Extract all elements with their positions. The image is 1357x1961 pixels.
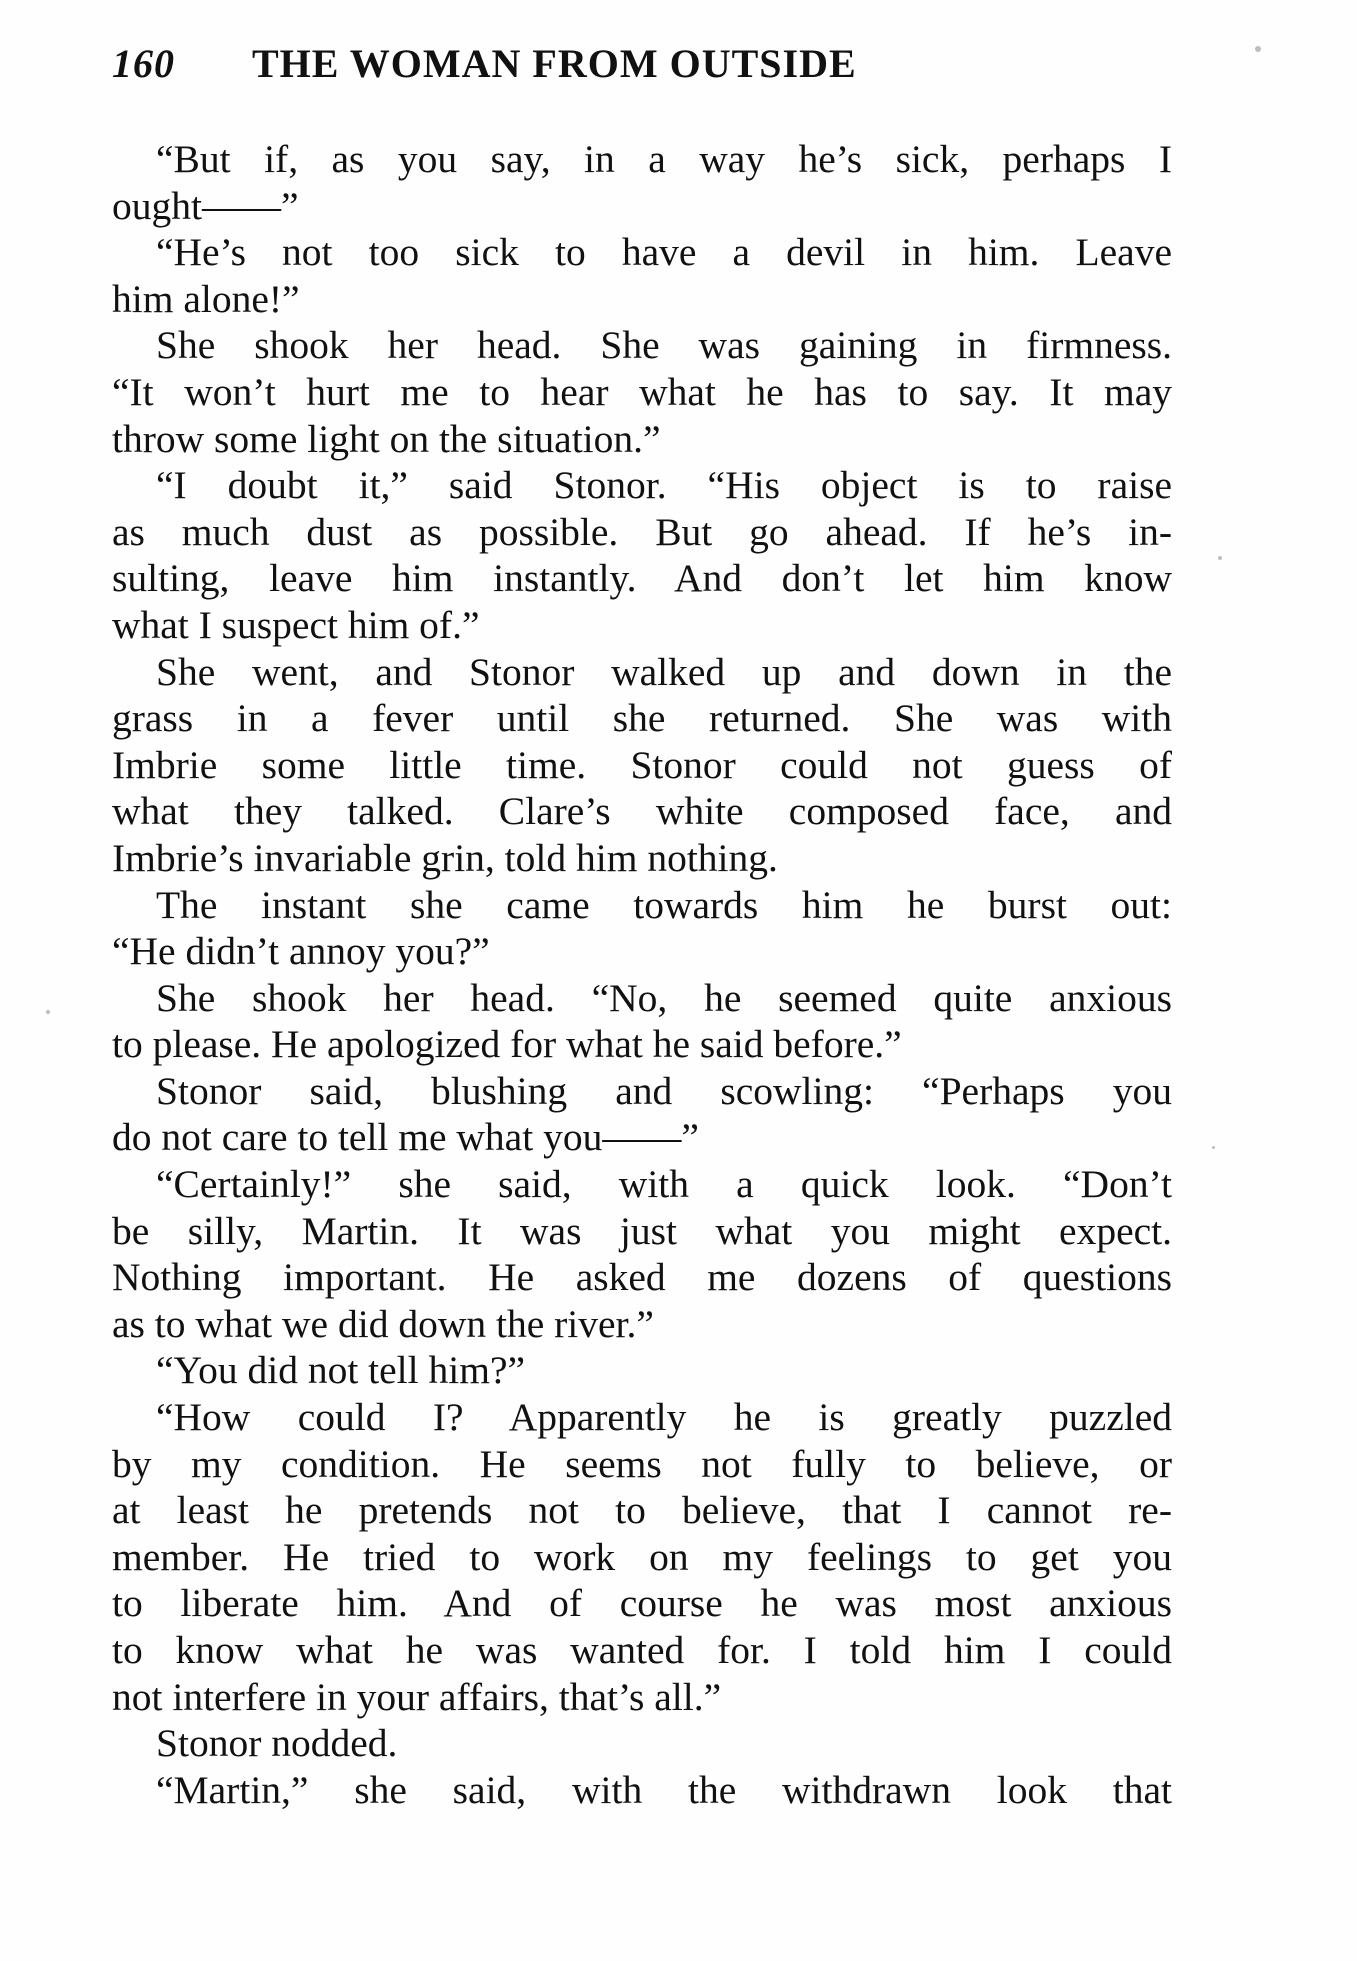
text-line: to know what he was wanted for. I told him I could (112, 1628, 1172, 1672)
text-line: grass in a fever until she returned. She was with (112, 696, 1172, 741)
text-line: as much dust as possible. But go ahead. If he’s in- (112, 509, 1172, 554)
paper-speck (1255, 46, 1261, 52)
text-line: do not care to tell me what you——” (112, 1115, 699, 1160)
text-line: member. He tried to work on my feelings to get you (112, 1534, 1172, 1579)
text-line: to please. He apologized for what he said before.” (112, 1022, 902, 1067)
text-line: him alone!” (112, 276, 300, 321)
paper-speck (1218, 556, 1222, 560)
running-head (112, 40, 1182, 92)
text-line: “He didn’t annoy you?” (112, 929, 490, 974)
text-line: Stonor nodded. (156, 1721, 398, 1766)
text-line: Imbrie some little time. Stonor could not guess of (112, 742, 1172, 787)
text-line: what I suspect him of.” (112, 602, 480, 647)
text-line: throw some light on the situation.” (112, 416, 661, 461)
text-line: sulting, leave him instantly. And don’t let him know (112, 556, 1172, 601)
paper-speck (46, 1010, 50, 1014)
text-line: be silly, Martin. It was just what you might expect. (112, 1208, 1172, 1253)
book-title: THE WOMAN FROM OUTSIDE (252, 41, 857, 86)
text-line: “It won’t hurt me to hear what he has to say. It may (112, 369, 1172, 414)
text-line: Imbrie’s invariable grin, told him nothing. (112, 835, 778, 880)
text-line: at least he pretends not to believe, that I cannot re- (112, 1488, 1172, 1533)
text-line: Nothing important. He asked me dozens of questions (112, 1255, 1172, 1300)
text-line: “Martin,” she said, with the withdrawn look that (156, 1767, 1172, 1812)
text-line: “But if, as you say, in a way he’s sick, perhaps I (156, 137, 1172, 181)
text-line: “How could I? Apparently he is greatly puzzled (156, 1395, 1172, 1440)
text-line: ought——” (112, 183, 299, 228)
text-line: by my condition. He seems not fully to believe, or (112, 1441, 1172, 1486)
text-line: as to what we did down the river.” (112, 1301, 654, 1346)
page-number: 160 (112, 41, 175, 86)
text-line: She went, and Stonor walked up and down in the (156, 649, 1172, 694)
text-line: “He’s not too sick to have a devil in him. Leave (156, 230, 1172, 275)
paper-speck (1212, 1146, 1215, 1149)
text-line: She shook her head. “No, he seemed quite anxious (156, 975, 1172, 1020)
text-line: to liberate him. And of course he was most anxious (112, 1581, 1172, 1626)
text-line: She shook her head. She was gaining in firmness. (156, 323, 1172, 368)
text-line: not interfere in your affairs, that’s all.” (112, 1674, 722, 1719)
text-line: The instant she came towards him he burst out: (156, 882, 1172, 927)
text-line: what they talked. Clare’s white composed face, and (112, 789, 1172, 834)
text-line: “You did not tell him?” (156, 1348, 526, 1393)
body-text (112, 136, 1172, 1813)
text-line: “I doubt it,” said Stonor. “His object is to raise (156, 463, 1172, 508)
text-line: “Certainly!” she said, with a quick look. “Don’t (156, 1162, 1172, 1207)
text-line: Stonor said, blushing and scowling: “Perhaps you (156, 1068, 1172, 1113)
